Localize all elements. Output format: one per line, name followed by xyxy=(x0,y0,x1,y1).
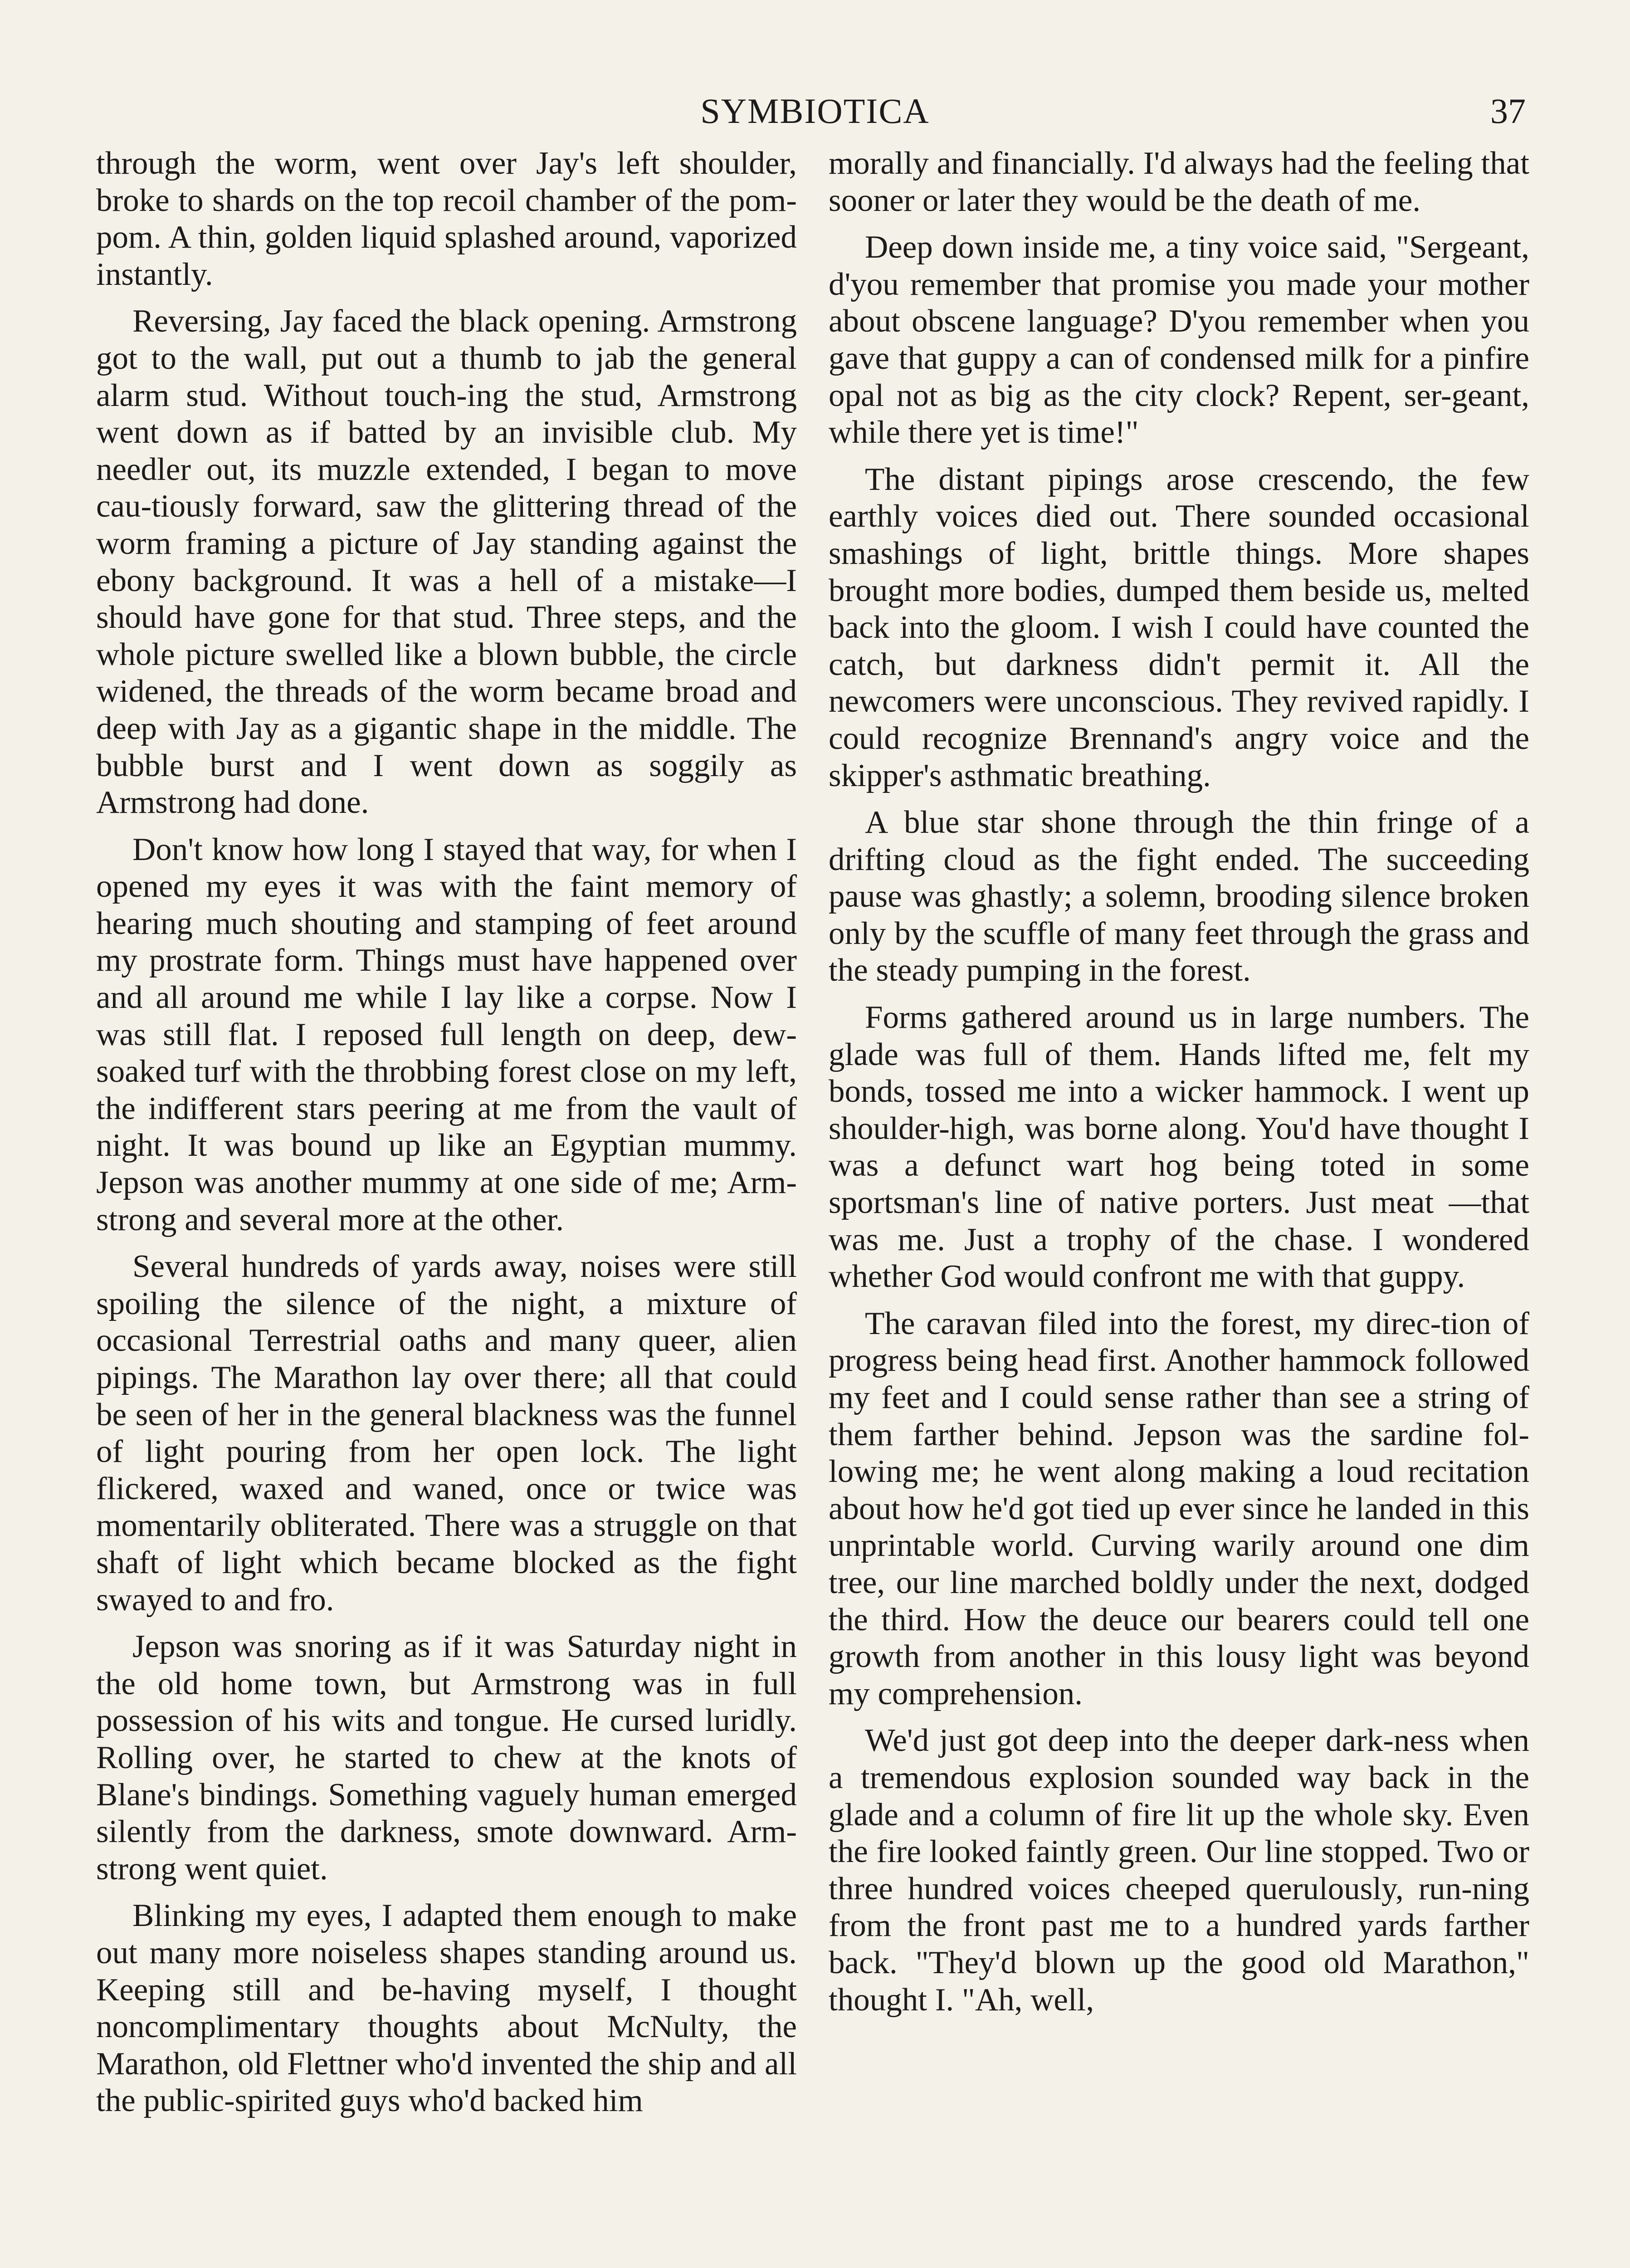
page-number: 37 xyxy=(1490,91,1526,131)
paragraph: We'd just got deep into the deeper dark-ness when a tremendous explosion sounded way back in the glade and a column of fire lit up the whole sky. Even the fire looked faintly green. Our line stopped. Two or three hundred voices cheeped querulously, run-ning from the front past me to a hundred yards farther back. "They'd blown up the good old Marathon," thought I. "Ah, well, xyxy=(829,1723,1529,2018)
paragraph: Several hundreds of yards away, noises were still spoiling the silence of the night, a mixture of occasional Terrestrial oaths and many queer, alien pipings. The Marathon lay over there; all that could be seen of her in the general blackness was the funnel of light pouring from her open lock. The light flickered, waxed and waned, once or twice was momentarily obliterated. There was a struggle on that shaft of light which became blocked as the fight swayed to and fro. xyxy=(96,1249,797,1618)
text-columns xyxy=(96,145,1529,2268)
running-head: SYMBIOTICA xyxy=(700,91,930,131)
paragraph: Forms gathered around us in large numbers. The glade was full of them. Hands lifted me, felt my bonds, tossed me into a wicker hammock. I went up shoulder-high, was borne along. You'd have thought I was a defunct wart hog being toted in some sportsman's line of native porters. Just meat —that was me. Just a trophy of the chase. I wondered whether God would confront me with that guppy. xyxy=(829,1000,1529,1295)
paragraph: The caravan filed into the forest, my direc-tion of progress being head first. Another hammock followed my feet and I could sense rather than see a string of them farther behind. Jepson was the sardine fol-lowing me; he went along making a loud recitation about how he'd got tied up ever since he landed in this unprintable world. Curving warily around one dim tree, our line marched boldly under the next, dodged the third. How the deuce our bearers could tell one growth from another in this lousy light was beyond my comprehension. xyxy=(829,1305,1529,1711)
paragraph: Reversing, Jay faced the black opening. Armstrong got to the wall, put out a thumb to jab the general alarm stud. Without touch-ing the stud, Armstrong went down as if batted by an invisible club. My needler out, its muzzle extended, I began to move cau-tiously forward, saw the glittering thread of the worm framing a picture of Jay standing against the ebony background. It was a hell of a mistake—I should have gone for that stud. Three steps, and the whole picture swelled like a blown bubble, the circle widened, the threads of the worm became broad and deep with Jay as a gigantic shape in the middle. The bubble burst and I went down as soggily as Armstrong had done. xyxy=(96,303,797,821)
paragraph: Don't know how long I stayed that way, for when I opened my eyes it was with the faint memory of hearing much shouting and stamping of feet around my prostrate form. Things must have happened over and all around me while I lay like a corpse. Now I was still flat. I reposed full length on deep, dew-soaked turf with the throbbing forest close on my left, the indifferent stars peering at me from the vault of night. It was bound up like an Egyptian mummy. Jepson was another mummy at one side of me; Arm-strong and several more at the other. xyxy=(96,831,797,1237)
page-header xyxy=(0,86,1630,136)
paragraph: morally and financially. I'd always had the feeling that sooner or later they would be the death of me. xyxy=(829,146,1529,218)
paragraph: A blue star shone through the thin fringe of a drifting cloud as the fight ended. The succeeding pause was ghastly; a solemn, brooding silence broken only by the scuffle of many feet through the grass and the steady pumping in the forest. xyxy=(829,805,1529,988)
left-column xyxy=(96,145,797,2268)
paragraph: Deep down inside me, a tiny voice said, "Sergeant, d'you remember that promise you made your mother about obscene language? D'you remember when you gave that guppy a can of condensed milk for a pinfire opal not as big as the city clock? Repent, ser-geant, while there yet is time!" xyxy=(829,230,1529,450)
paragraph: Blinking my eyes, I adapted them enough to make out many more noiseless shapes standing around us. Keeping still and be-having myself, I thought noncomplimentary thoughts about McNulty, the Marathon, old Flettner who'd invented the ship and all the public-spirited guys who'd backed him xyxy=(96,1898,797,2119)
paragraph: The distant pipings arose crescendo, the few earthly voices died out. There sounded occasional smashings of light, brittle things. More shapes brought more bodies, dumped them beside us, melted back into the gloom. I wish I could have counted the catch, but darkness didn't permit it. All the newcomers were unconscious. They revived rapidly. I could recognize Brennand's angry voice and the skipper's asthmatic breathing. xyxy=(829,461,1529,793)
paragraph: through the worm, went over Jay's left shoulder, broke to shards on the top recoil chamber of the pom-pom. A thin, golden liquid splashed around, vaporized instantly. xyxy=(96,146,797,292)
right-column xyxy=(829,145,1529,2268)
paragraph: Jepson was snoring as if it was Saturday night in the old home town, but Armstrong was in full possession of his wits and tongue. He cursed luridly. Rolling over, he started to chew at the knots of Blane's bindings. Something vaguely human emerged silently from the darkness, smote downward. Arm-strong went quiet. xyxy=(96,1629,797,1887)
